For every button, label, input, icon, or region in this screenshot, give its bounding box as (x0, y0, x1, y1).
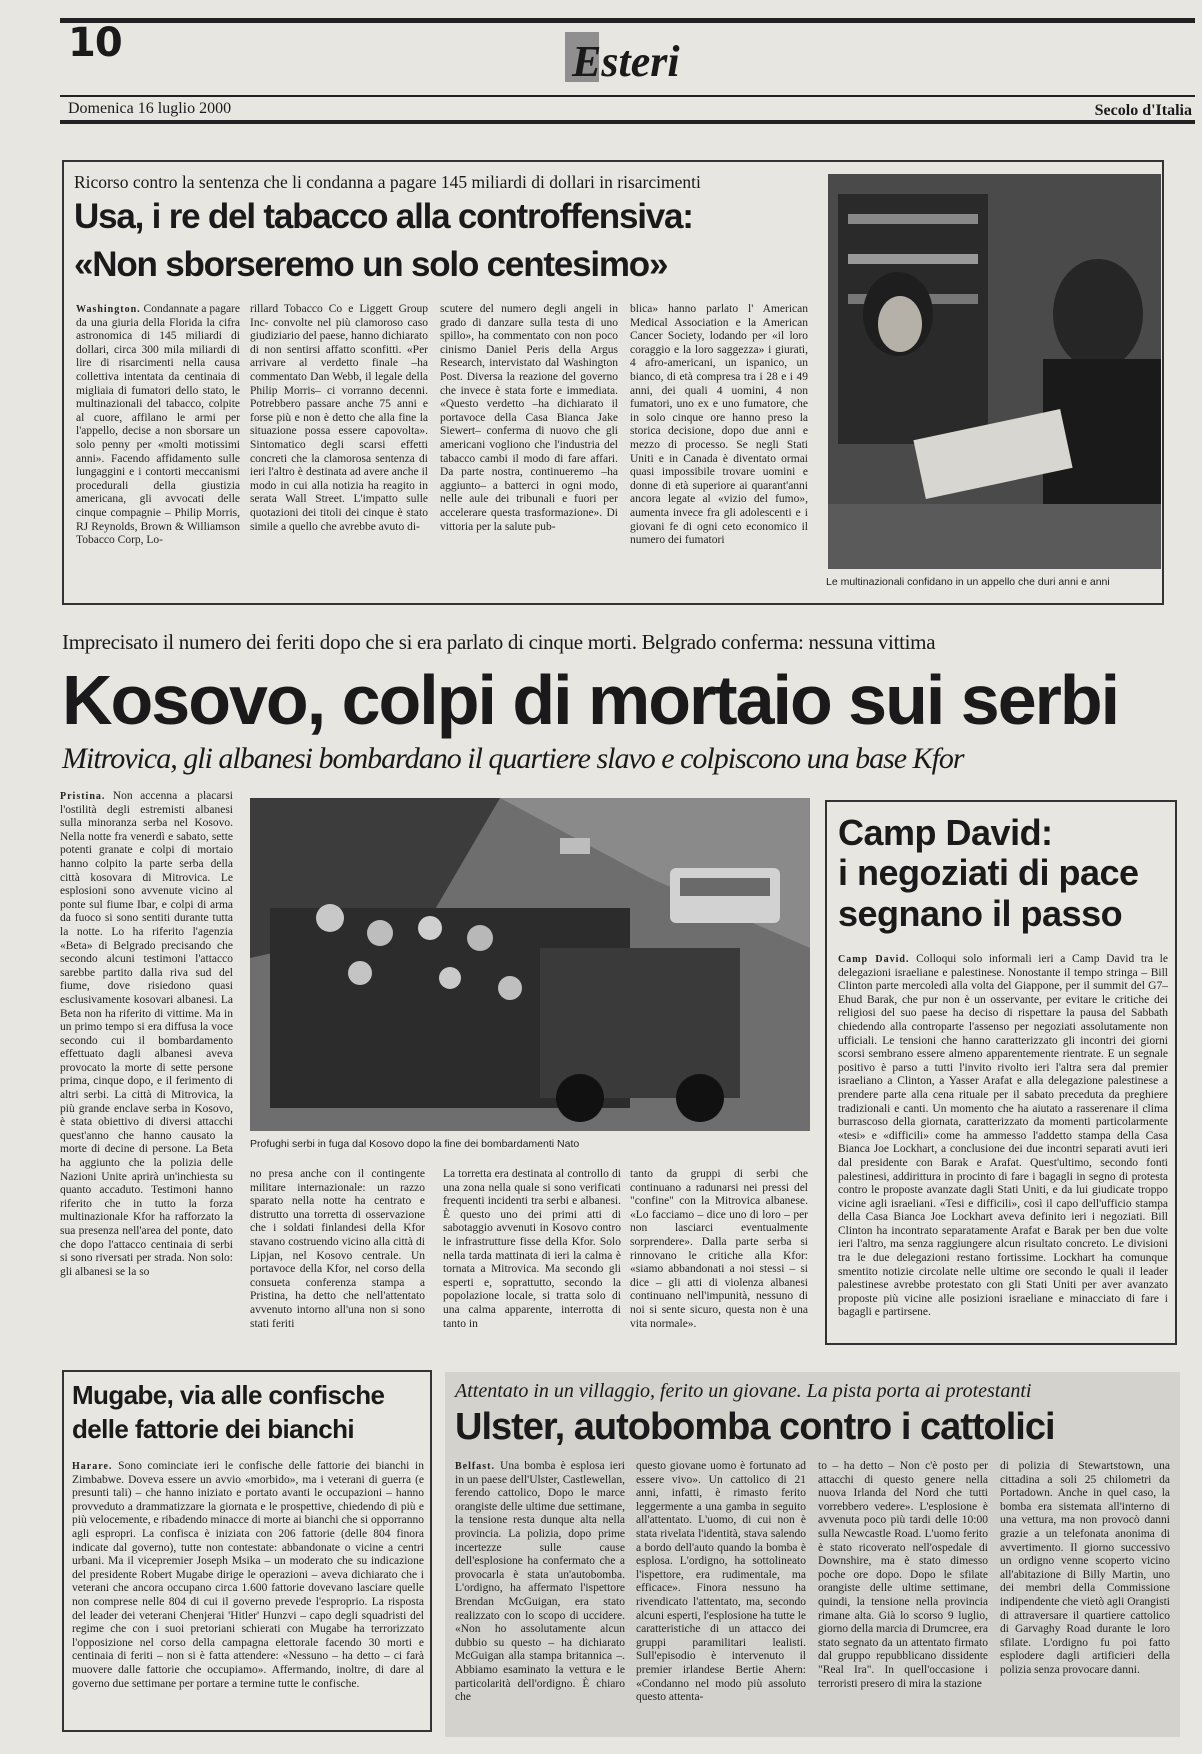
tobacco-photo-drawing (828, 174, 1161, 569)
kosovo-column-1: Pristina. Non accenna a placarsi l'ostilità degli estremisti albanesi sulla minoranza serba nel Kosovo. Nella notte fra venerdì e sabato, sette potenti granate e colpi di mortaio hanno colpito la parte serba della città kosovara di Mitrovica. Le esplosioni sono avvenute vicino al ponte sul fiume Ibar, e colpi di arma da fuoco si sono sentiti durante tutta la notte. Lo ha riferito l'agenzia «Beta» di Belgrado precisando che secondo alcuni testimoni l'attacco sarebbe partito dalla riva sud del fiume, dove risiedono quasi esclusivamente kosovari albanesi. La Beta non ha riferito di vittime. Ma in un primo tempo si era diffusa la voce secondo cui il bombardamento effettuato dagli albanesi aveva provocato la morte di sette persone prima, cinque dopo, e il ferimento di altri serbi. La città di Mitrovica, la più grande enclave serba in Kosovo, è stata obiettivo di diversi attacchi quest'anno che hanno causato la morte di decine di persone. La Beta ha aggiunto che la polizia delle Nazioni Unite aprirà un'inchiesta su quanto accaduto. Testimoni hanno riferito che in tutto la forza multinazionale Kfor ha rafforzato la sua presenza nell'area del ponte, dato che dopo l'attacco centinaia di serbi si sono riversati per strada. Non solo: gli albanesi se la so (60, 790, 233, 1278)
section-title: Esteri (572, 37, 680, 86)
tobacco-column-3: scutere del numero degli angeli in grado di danzare sulla testa di uno spillo», ha commentato con non poco cinismo Daniel Peris della Argus Research, intervistato dal Washington Post. Diversa la reazione del governo che invece è stata forte e immediata. «Questo verdetto –ha dichiarato il portavoce della Casa Bianca Jake Siewert– conferma di nuovo che gli americani vogliono che l'industria del tabacco cambi il modo di fare affari. Da parte nostra, continueremo –ha aggiunto– a batterci in ogni modo, nelle aule dei tribunali e fuori per accelerare questa trasformazione». Di vittoria per la salute pub- (440, 303, 618, 533)
mugabe-body: Harare. Sono cominciate ieri le confische delle fattorie dei bianchi in Zimbabwe. Doveva essere un avvio «morbido», ma i veterani di guerra (e presunti tali) – che hanno iniziato e portato avanti le occupazioni – hanno provveduto a drammatizzare la giornata e le prospettive, chiedendo di più e più velocemente, e ribadendo minacce di morte ai bianchi che si opporranno agli espropri. La confisca è iniziata con 206 fattorie (delle 804 finora indicate dal governo), tutte non contestate: abbandonate o vicine a centri urbani. Ma il vicepremier Joseph Msika – un moderato che su indicazione del presidente Robert Mugabe dirige le operazioni – aveva dichiarato che i veterani che ancora occupano circa 1.600 fattorie dovevano lasciare quelle non comprese nelle 804 di cui il governo prevede l'esproprio. La risposta del leader dei veterani Chenjerai 'Hitler' Hunzvi – capo degli squadristi del regime che con i suoi pretoriani schierati con Mugabe ha terrorizzato l'opposizione nel corso della campagna elettorale facendo 30 morti e centinaia di feriti – non si è fatta attendere: «Nessuno – ha detto – ci farà muovere dalle fattorie che occupiamo». Affermando, inoltre, di dare al governo due settimane per portare a termine tutte le confische. (72, 1460, 424, 1690)
kosovo-photo-drawing (250, 798, 810, 1131)
camp-david-headline-2: i negoziati di pace (838, 852, 1139, 893)
camp-david-dateline: Camp David. (838, 954, 910, 965)
tobacco-headline-1: Usa, i re del tabacco alla controffensiva: (74, 197, 693, 236)
refugees-truck-photo (250, 798, 810, 1131)
tobacco-kicker: Ricorso contro la sentenza che li condanna a pagare 145 miliardi di dollari in risarcimenti (74, 172, 701, 192)
top-rule (60, 18, 1195, 23)
page-number: 10 (68, 20, 122, 66)
tobacco-shop-photo (828, 174, 1161, 569)
camp-david-headline-3: segnano il passo (838, 893, 1123, 934)
kosovo-subhead: Mitrovica, gli albanesi bombardano il quartiere slavo e colpiscono una base Kfor (62, 742, 964, 775)
masthead: Secolo d'Italia (1094, 102, 1192, 119)
ulster-dateline: Belfast. (455, 1461, 495, 1472)
camp-david-headline-1: Camp David: (838, 812, 1053, 853)
kosovo-column-3: La torretta era destinata al controllo di una zona nella quale si sono verificati frequenti incidenti tra serbi e albanesi. È questo uno dei primi atti di sabotaggio avvenuti in Kosovo contro le infrastrutture fisse della Kfor. Solo nella tarda mattinata di ieri la calma è tornata a Mitrovica. Ma secondo gli esperti e, soprattutto, secondo la popolazione locale, si tratta solo di una calma apparente, interrotta di tanto in (443, 1168, 621, 1330)
ulster-column-4: di polizia di Stewartstown, una cittadina a soli 25 chilometri da Portadown. Anche in quel caso, la bomba era sistemata all'interno di una vettura, ma non provocò danni grazie a un telefonata anonima di avvertimento. Il giorno successivo un ordigno venne scoperto vicino all'abitazione di Billy Martin, uno dei membri della Commissione indipendente che vietò agli Orangisti di attraversare il quartiere cattolico di Garvaghy Road durante le loro sfilate. L'ordigno fu poi fatto esplodere dagli artificieri della polizia senza provocare danni. (1000, 1460, 1170, 1676)
kosovo-headline: Kosovo, colpi di mortaio sui serbi (62, 661, 1119, 739)
kosovo-kicker: Imprecisato il numero dei feriti dopo che si era parlato di cinque morti. Belgrado conferma: nessuna vittima (62, 630, 936, 654)
kosovo-column-2: no presa anche con il contingente militare internazionale: un razzo sparato nella notte ha centrato e distrutto una torretta di osservazione che i soldati finlandesi della Kfor stavano costruendo vicino alla città di Lipjan, nel Kosovo centrale. Un portavoce della Kfor, nel corso della consueta conferenza stampa a Pristina, ha detto che nell'attentato avvenuto intorno all'una non si sono stati feriti (250, 1168, 425, 1330)
tobacco-dateline: Washington. (76, 304, 141, 315)
header-rule-bottom (60, 120, 1195, 124)
ulster-column-1: Belfast. Una bomba è esplosa ieri in un paese dell'Ulster, Castlewellan, ferendo cattolico, Dopo le marce orangiste delle ultime due settimane, la tensione resta dunque alta nella provincia. La polizia, dopo prime incertezze sulle cause dell'esplosione ha confermato che a provocarla è stata un'autobomba. L'ordigno, ha affermato l'ispettore Brendan McGuigan, era stato realizzato con lo scopo di uccidere. «Non ho assolutamente alcun dubbio su questo – ha dichiarato McGuigan alla stampa britannica –. Abbiamo esaminato la vettura e le particolarità dell'ordigno. È chiaro che (455, 1460, 625, 1704)
tobacco-column-2: rillard Tobacco Co e Liggett Group Inc- convolte nel più clamoroso caso giudiziario del paese, hanno dichiarato di non sentirsi affatto sconfitti. «Per arrivare al verdetto finale –ha commentato Dan Webb, il legale della Philip Morris– ci vorranno decenni. Potrebbero passare anche 75 anni e forse più e non è detto che alla fine la situazione possa essere capovolta». Sintomatico degli scarsi effetti concreti che la clamorosa sentenza di ieri l'altro è destinata ad avere anche il modo in cui alla notizia ha reagito in serata Wall Street. L'impatto sulle quotazioni dei titoli dei cinque è stato simile a quello che avrebbe avuto di- (250, 303, 428, 533)
tobacco-headline-2: «Non sborseremo un solo centesimo» (74, 245, 668, 284)
ulster-headline: Ulster, autobomba contro i cattolici (455, 1406, 1055, 1448)
tobacco-photo-caption: Le multinazionali confidano in un appello che duri anni e anni (826, 576, 1110, 588)
ulster-column-3: to – ha detto – Non c'è posto per attacchi di questo genere nella nuova Irlanda del Nord che tutti vorrebbero vedere». L'esplosione è avvenuta poco più tardi delle 10:00 sulla Newcastle Road. L'uomo ferito è stato ricoverato nell'ospedale di Downshire, ma è stato dimesso poche ore dopo. Dopo le sfilate orangiste delle ultime settimane, quindi, la tensione nella provincia rimane alta. Già lo scorso 9 luglio, giorno della marcia di Drumcree, era stato segnato da un attentato firmato dal gruppo repubblicano dissidente "Real Ira". In quell'occasione i terroristi presero di mira la stazione (818, 1460, 988, 1690)
tobacco-column-4: blica» hanno parlato l' American Medical Association e la American Cancer Society, lodando per «il loro coraggio e la loro saggezza» i giurati, 4 afro-americani, un ispanico, un bianco, di età compresa tra i 28 e i 49 anni, dei quali 4 uomini, 4 non fumatori, uno ex e uno fumatore, che in solo cinque ore hanno preso la storica decisione, dopo due anni e mezzo di processo. Se negli Stati Uniti e in Canada è diventato ormai quasi impossibile trovare uomini e donne di età superiore ai quarant'anni ancora legate al «vizio del fumo», aumenta invece fra gli adolescenti e i giovani fe di ogni ceto economico il numero dei fumatori (630, 303, 808, 547)
kosovo-dateline: Pristina. (60, 791, 106, 802)
issue-date: Domenica 16 luglio 2000 (68, 100, 232, 117)
mugabe-headline-2: delle fattorie dei bianchi (72, 1414, 355, 1444)
mugabe-dateline: Harare. (72, 1461, 113, 1472)
kosovo-column-4: tanto da gruppi di serbi che continuano a radunarsi nei pressi del "confine" con la Mitrovica albanese. «Lo facciamo – dice uno di loro – per non lasciarci eventualmente sorprendere». Dalla parte serba si rinnovano le critiche alla Kfor: «siamo abbandonati a noi stessi – si dice – gli atti di violenza albanesi continuano nell'impunità, nessuno di noi si sente sicuro, questa non è una vita normale». (630, 1168, 808, 1330)
ulster-column-2: questo giovane uomo è fortunato ad essere vivo». Un cattolico di 21 anni, infatti, è rimasto ferito leggermente a una gamba in seguito all'attentato. L'uomo, di cui non è stata rivelata l'identità, stava salendo a bordo dell'auto quando la bomba è esplosa. L'ordigno, ha sottolineato l'ispettore, era rudimentale, ma efficace». Finora nessuno ha rivendicato l'attentato, ma, secondo alcuni esperti, l'esplosione ha tutte le caratteristiche di un attacco dei gruppi paramilitari lealisti. Sull'episodio è intervenuto il premier irlandese Bertie Ahern: «Condanno nel modo più assoluto questo attenta- (636, 1460, 806, 1704)
mugabe-headline-1: Mugabe, via alle confische (72, 1380, 385, 1410)
kosovo-photo-caption: Profughi serbi in fuga dal Kosovo dopo la fine dei bombardamenti Nato (250, 1138, 580, 1150)
tobacco-column-1: Washington. Condannate a pagare da una giuria della Florida la cifra astronomica di 145 miliardi di dollari, circa 300 mila miliardi di lire di risarcimenti nella causa collettiva intentata da centinaia di migliaia di fumatori dello stato, le multinazionali del tabacco, colpite al cuore, affilano le armi per l'appello, decise a non sborsare un solo penny per «molti motissimi anni». Facendo affidamento sulle lungaggini e i contorti meccanismi procedurali della giustizia americana, gli avvocati delle cinque compagnie – Philip Morris, RJ Reynolds, Brown & Williamson Tobacco Corp, Lo- (76, 303, 240, 547)
ulster-kicker: Attentato in un villaggio, ferito un giovane. La pista porta ai protestanti (455, 1380, 1032, 1402)
camp-david-body: Camp David. Colloqui solo informali ieri a Camp David tra le delegazioni israeliane e palestinese. Nonostante il tempo stringa – Bill Clinton parte mercoledì alla volta del Giappone, per il summit del G7– Ehud Barak, che pur non è un osservante, per evitare le critiche dei religiosi del suo paese ha deciso di rispettare la pausa del Sabbath chiedendo alla controparte l'assenso per negoziati assolutamente non ufficiali. Le tensioni che hanno caratterizzato gli incontri dei giorni scorsi sembrano essere almeno apparentemente rientrate. E un segnale positivo è parso a tutti l'invito rivolto ieri l'altra sera dal premier israeliano a Clinton, a Yasser Arafat e alla delegazione palestinese a prendere parte alla cena rituale per il sabato preceduta da preghiere tradizionali e canti. Un momento che ha aiutato a rasserenare il clima burrascoso della giornata, caratterizzato da momenti particolarmente «tesi» e «difficili» come ha ammesso l'addetto stampa della Casa Bianca Joe Lockhart, a conclusione dei due incontri separati avuti ieri dal presidente con Barak e Arafat. Quest'ultimo, secondo fonti palestinesi, addirittura in procinto di fare i bagagli in segno di protesta contro le proposte avanzate dagli Stati Uniti, e da lui giudicate troppo vicine agli israeliani. «Tesi e difficili», così il capo dell'ufficio stampa della Casa Bianca Joe Lockhart aveva definito ieri i negoziati. Bill Clinton ha incontrato separatamente Arafat e Barak per ben due volte ieri l'altro, ma senza raggiungere alcun risultato concreto. Le divisioni tra le due delegazioni restano fortissime. Lockhart ha comunque smentito notizie circolate nelle ultime ore secondo le quali il leader palestinese avrebbe protestato con gli Stati Uniti per aver avanzato proposte più vicine alle posizioni israeliane e minacciato di fare i bagagli e partirsene. (838, 953, 1168, 1319)
header-rule (60, 95, 1195, 97)
